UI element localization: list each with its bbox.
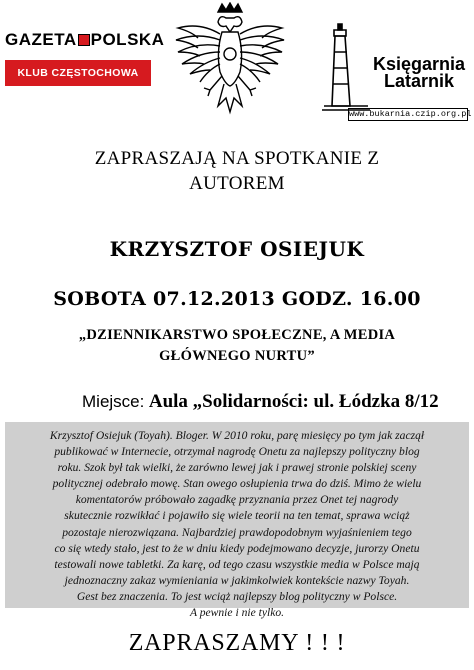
ksiegarnia-latarnik-logo xyxy=(318,22,472,124)
topic-line2: GŁÓWNEGO NURTU” xyxy=(159,348,315,364)
club-banner: KLUB CZĘSTOCHOWA xyxy=(5,60,151,86)
bio-line: skutecznie rozwikłać i pojawiło się wiele teorii na ten temat, sprawa wciąż xyxy=(64,509,410,523)
invitation-line1: ZAPRASZAJĄ NA SPOTKANIE Z xyxy=(94,148,380,169)
flag-icon xyxy=(78,34,90,46)
bio-line: testowali nowe tabletki. Za karę, od tego czasu wszystkie media w Polsce mają xyxy=(54,557,420,571)
eagle-emblem-icon xyxy=(170,2,290,120)
invitation-heading xyxy=(0,146,474,196)
event-topic xyxy=(0,325,474,367)
ksiegarnia-line2: Latarnik xyxy=(383,71,455,91)
bio-line: jednoznaczny zakaz wymieniania w jakimkolwiek kontekście nazwy Toyah. xyxy=(64,573,410,587)
bio-line: komentatorów próbowało zagadkę przyznania przez Onet tej nagrody xyxy=(75,493,399,507)
bio-line: A pewnie i nie tylko. xyxy=(189,606,285,620)
bio-line: Gest bez znaczenia. To jest wciąż najlepszy blog polityczny w Polsce. xyxy=(76,589,398,603)
lighthouse-icon xyxy=(322,22,370,114)
closing-text: ZAPRASZAMY ! ! ! xyxy=(128,630,346,656)
gazeta-polska-title xyxy=(5,30,165,50)
topic-line1: „DZIENNIKARSTWO SPOŁECZNE, A MEDIA xyxy=(78,327,396,343)
ksiegarnia-line1: Księgarnia xyxy=(372,54,466,74)
gazeta-polska-logo xyxy=(5,30,165,86)
place-label: Miejsce: xyxy=(82,392,145,411)
ksiegarnia-url: www.bukarnia.czip.org.pl xyxy=(349,109,472,119)
bio-line: pozostaje nierozwiązana. Najbardziej prawdopodobnym wyjaśnieniem tego xyxy=(62,525,412,539)
bio-line: politycznej odebrało mowę. Stan owego osłupienia trwa do dziś. Mimo że wielu xyxy=(52,477,422,491)
bio-line: co się wtedy stało, jest to że w dniu kiedy podejmowano decyzje, jurorzy Onetu xyxy=(54,541,420,555)
gazeta-title-left: GAZETA xyxy=(5,30,77,49)
ksiegarnia-name xyxy=(370,56,468,90)
bio-line: roku. Szok był tak wielki, że zarówno lewej jak i prawej stronie polskiej sceny xyxy=(57,461,417,475)
author-bio xyxy=(5,422,469,620)
event-date: SOBOTA 07.12.2013 GODZ. 16.00 xyxy=(53,288,421,310)
invitation-line2: AUTOREM xyxy=(189,173,285,194)
gazeta-title-right: POLSKA xyxy=(90,30,165,49)
place-value: Aula „Solidarności: ul. Łódzka 8/12 xyxy=(148,391,439,412)
event-place xyxy=(82,391,439,413)
bio-line: Krzysztof Osiejuk (Toyah). Bloger. W 2010 roku, parę miesięcy po tym jak zaczął xyxy=(49,429,425,442)
author-name: KRZYSZTOF OSIEJUK xyxy=(109,237,365,261)
bio-line: publikować w Internecie, otrzymał nagrodę Onetu za najlepszy polityczny blog xyxy=(54,445,420,459)
